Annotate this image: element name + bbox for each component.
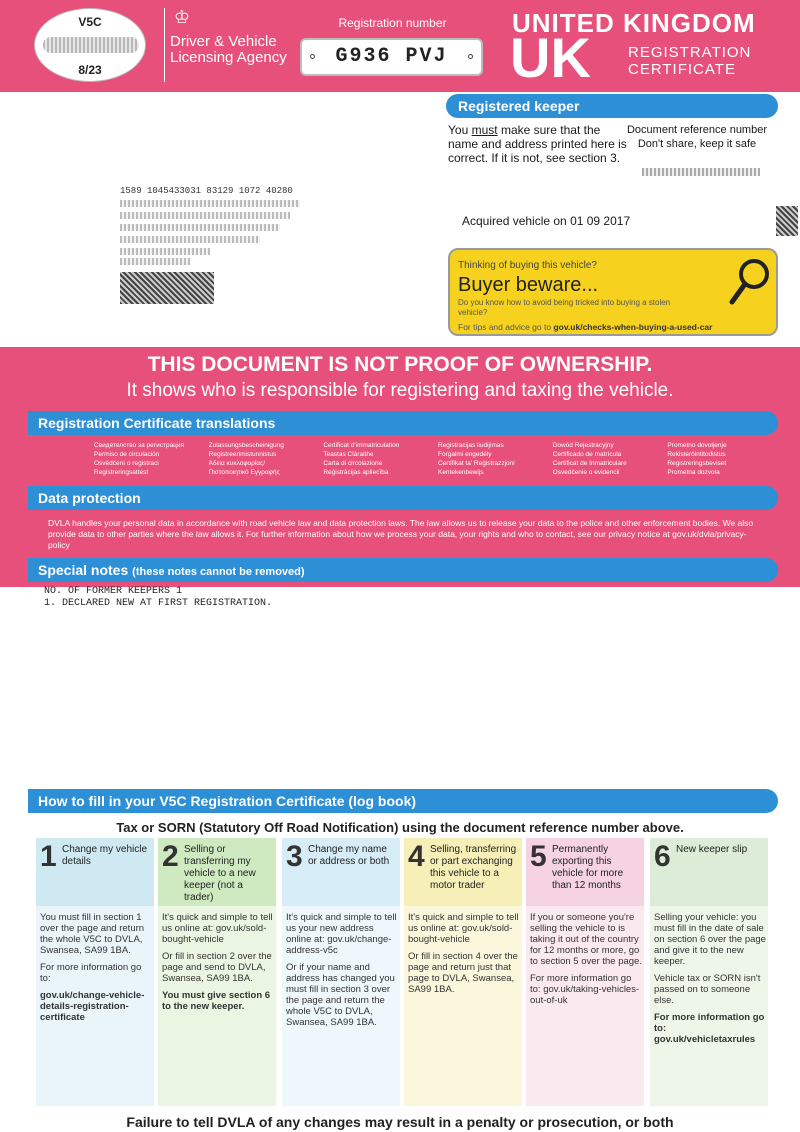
translation-item: Osvědčení o registraci bbox=[94, 460, 159, 467]
special-note-1: 1. DECLARED NEW AT FIRST REGISTRATION. bbox=[44, 598, 273, 609]
responsibility-subline: It shows who is responsible for registering and taxing the vehicle. bbox=[126, 380, 674, 401]
translation-item: Dowód Rejestracyjny bbox=[552, 442, 614, 449]
translation-item: Reģistrācijas apliecība bbox=[323, 469, 389, 476]
document-type: REGISTRATION CERTIFICATE bbox=[628, 44, 752, 78]
agency-name: Driver & Vehicle Licensing Agency bbox=[170, 33, 287, 66]
data-protection-text: DVLA handles your personal data in accordance with road vehicle law and data protection laws. The law allows us to release your data to the police and other enforcement bodies. We also provide data to other parties where the law allows it. For further information about how we process your data, your rights and who to contact, see our privacy notice at gov.uk/dvla/privacy-policy bbox=[48, 518, 754, 550]
card-number: 3 bbox=[286, 840, 303, 873]
card-title: New keeper slip bbox=[676, 844, 748, 855]
translation-item: Rekisteröintitodistus bbox=[667, 451, 726, 458]
card-paragraph: For more information go to: gov.uk/taking-vehicles-out-of-uk bbox=[530, 973, 640, 1006]
card-paragraph: You must give section 6 to the new keeper. bbox=[162, 990, 271, 1012]
translation-item: Permiso de circulación bbox=[94, 451, 160, 458]
redacted-address-line bbox=[120, 212, 290, 219]
qr-code bbox=[776, 206, 798, 236]
translation-item: Certificat d'immatriculation bbox=[323, 442, 400, 449]
how-to-card bbox=[158, 838, 276, 1106]
card-paragraph: gov.uk/change-vehicle-details-registration-certificate bbox=[40, 990, 145, 1023]
how-to-card bbox=[526, 838, 644, 1106]
card-paragraph: For more information go to: gov.uk/vehicletaxrules bbox=[654, 1012, 765, 1045]
translation-item: Teastas Cláraithe bbox=[323, 451, 374, 458]
buyer-tips: For tips and advice go to gov.uk/checks-when-buying-a-used-car bbox=[458, 322, 713, 332]
card-title: Selling, transferring or part exchanging this vehicle to a motor trader bbox=[430, 844, 517, 891]
redacted-address-line bbox=[120, 224, 280, 231]
magnifier-icon bbox=[728, 256, 772, 308]
buyer-subtext: Do you know how to avoid being tricked into buying a stolen vehicle? bbox=[458, 298, 671, 317]
barcode bbox=[120, 272, 214, 304]
card-number: 5 bbox=[530, 840, 547, 873]
card-body bbox=[654, 912, 766, 1051]
card-paragraph: Or fill in section 4 over the page and return just that page to DVLA, Swansea, SA99 1BA. bbox=[408, 951, 518, 995]
translation-item: Zulassungsbescheinigung bbox=[208, 442, 284, 449]
card-header bbox=[36, 838, 154, 906]
tax-sorn-line: Tax or SORN (Statutory Off Road Notification) using the document reference number above. bbox=[116, 820, 684, 835]
card-header bbox=[158, 838, 276, 906]
card-paragraph: Vehicle tax or SORN isn't passed on to someone else. bbox=[654, 973, 761, 1006]
translation-item: Πιστοποιητικό Εγγραφής bbox=[208, 469, 280, 476]
card-paragraph: It's quick and simple to tell us online at: gov.uk/sold-bought-vehicle bbox=[408, 912, 519, 945]
card-header bbox=[650, 838, 768, 906]
translation-item: Kentekenbewijs bbox=[437, 469, 484, 476]
card-number: 1 bbox=[40, 840, 57, 873]
how-to-card bbox=[404, 838, 522, 1106]
card-paragraph: Or fill in section 2 over the page and send to DVLA, Swansea, SA99 1BA. bbox=[162, 951, 272, 984]
serial-number: 1589 1045433031 83129 1072 40280 bbox=[120, 186, 293, 196]
registration-plate bbox=[300, 38, 483, 76]
header-divider bbox=[164, 8, 165, 82]
card-paragraph: It's quick and simple to tell us your new address online at: gov.uk/change-address-v5c bbox=[286, 912, 397, 956]
card-number: 2 bbox=[162, 840, 179, 873]
translation-item: Osvedčenie o evidencii bbox=[552, 469, 620, 476]
translation-item: Registracijas liudijimas bbox=[437, 442, 504, 449]
card-title: Change my vehicle details bbox=[62, 844, 148, 867]
card-body bbox=[286, 912, 398, 1034]
how-to-card bbox=[650, 838, 768, 1106]
registered-keeper-heading: Registered keeper bbox=[446, 94, 778, 118]
how-to-heading: How to fill in your V5C Registration Certificate (log book) bbox=[28, 789, 778, 813]
docref-note: Don't share, keep it safe bbox=[637, 138, 757, 150]
registration-label: Registration number bbox=[338, 16, 447, 30]
plate-screw-icon bbox=[310, 54, 315, 59]
card-body bbox=[408, 912, 520, 1001]
card-body bbox=[162, 912, 274, 1018]
translations-grid bbox=[94, 442, 774, 477]
docref-label: Document reference number bbox=[626, 124, 767, 136]
country-code: UK bbox=[510, 26, 591, 89]
keeper-instruction: You must make sure that the name and address printed here is correct. If it is not, see section 3. bbox=[448, 123, 627, 165]
translation-item: Prometno dovoljenje bbox=[667, 442, 727, 449]
card-paragraph: It's quick and simple to tell us online at: gov.uk/sold-bought-vehicle bbox=[162, 912, 273, 945]
translation-item: Prometna dozvola bbox=[667, 469, 720, 476]
buyer-tips-link[interactable]: gov.uk/checks-when-buying-a-used-car bbox=[553, 322, 713, 332]
former-keepers: NO. OF FORMER KEEPERS 1 bbox=[44, 586, 183, 597]
card-header bbox=[404, 838, 522, 906]
royal-crest-icon: ♔ bbox=[173, 7, 191, 27]
special-notes-content bbox=[44, 586, 272, 610]
card-title: Change my name or address or both bbox=[308, 844, 390, 867]
card-paragraph: If you or someone you're selling the vehicle to is taking it out of the country for 12 months or more, go to section 5 over the page. bbox=[530, 912, 642, 967]
translation-item: Certificat de înmatriculare bbox=[552, 460, 627, 467]
redacted-address-line bbox=[120, 236, 260, 243]
card-number: 4 bbox=[408, 840, 425, 873]
translation-item: Certifikat ta' Reġistrazzjoni bbox=[437, 460, 515, 467]
card-body bbox=[40, 912, 152, 1029]
failure-warning: Failure to tell DVLA of any changes may result in a penalty or prosecution, or both bbox=[126, 1114, 674, 1130]
special-notes-heading: Special notes (these notes cannot be removed) bbox=[28, 558, 778, 582]
form-date: 8/23 bbox=[78, 63, 102, 77]
buyer-question: Thinking of buying this vehicle? bbox=[458, 260, 597, 271]
card-header bbox=[526, 838, 644, 906]
card-paragraph: You must fill in section 1 over the page and return the whole V5C to DVLA, Swansea, SA99 1BA. bbox=[40, 912, 145, 956]
how-to-card bbox=[36, 838, 154, 1106]
registration-number: G936 PVJ bbox=[335, 45, 448, 68]
form-code: V5C bbox=[78, 15, 102, 29]
card-paragraph: Or if your name and address has changed you must fill in section 3 over the page and return the whole V5C to DVLA, Swansea, SA99 1BA. bbox=[286, 962, 395, 1028]
redacted-address-line bbox=[120, 200, 300, 207]
not-proof-headline: THIS DOCUMENT IS NOT PROOF OF OWNERSHIP. bbox=[147, 353, 653, 376]
form-code-oval bbox=[34, 8, 146, 82]
plate-screw-icon bbox=[468, 54, 473, 59]
card-body bbox=[530, 912, 642, 1012]
translation-item: Άδεια κυκλοφορίας/ bbox=[208, 460, 266, 467]
card-title: Permanently exporting this vehicle for more than 12 months bbox=[552, 844, 624, 891]
document-reference bbox=[622, 123, 772, 151]
card-title: Selling or transferring my vehicle to a new keeper (not a trader) bbox=[184, 844, 256, 903]
translation-item: Registreringsbeviset bbox=[667, 460, 727, 467]
buyer-beware-box bbox=[448, 248, 778, 336]
acquired-date: Acquired vehicle on 01 09 2017 bbox=[462, 214, 631, 228]
card-paragraph: For more information go to: bbox=[40, 962, 142, 984]
data-protection-heading: Data protection bbox=[28, 486, 778, 510]
redacted-address-line bbox=[120, 248, 210, 255]
signature-scribble bbox=[43, 37, 139, 53]
card-paragraph: Selling your vehicle: you must fill in the date of sale on section 6 over the page and give it to the new keeper. bbox=[654, 912, 766, 967]
translations-heading: Registration Certificate translations bbox=[28, 411, 778, 435]
redacted-docref bbox=[642, 168, 760, 176]
country-title: UNITED KINGDOM bbox=[512, 8, 756, 38]
buyer-headline: Buyer beware... bbox=[458, 274, 599, 296]
card-number: 6 bbox=[654, 840, 671, 873]
translation-item: Registreerimistunnistus bbox=[208, 451, 277, 458]
how-to-card bbox=[282, 838, 400, 1106]
card-header bbox=[282, 838, 400, 906]
translation-item: Forgalmi engedély bbox=[437, 451, 492, 458]
translation-item: Certificado de matrícula bbox=[552, 451, 622, 458]
translation-item: Registreringsattest bbox=[94, 469, 149, 476]
translation-item: Свидетелство за регистрация bbox=[94, 442, 185, 449]
translation-item: Carta di circolazione bbox=[323, 460, 383, 467]
redacted-address-line bbox=[120, 258, 190, 265]
certificate-header bbox=[0, 0, 800, 92]
